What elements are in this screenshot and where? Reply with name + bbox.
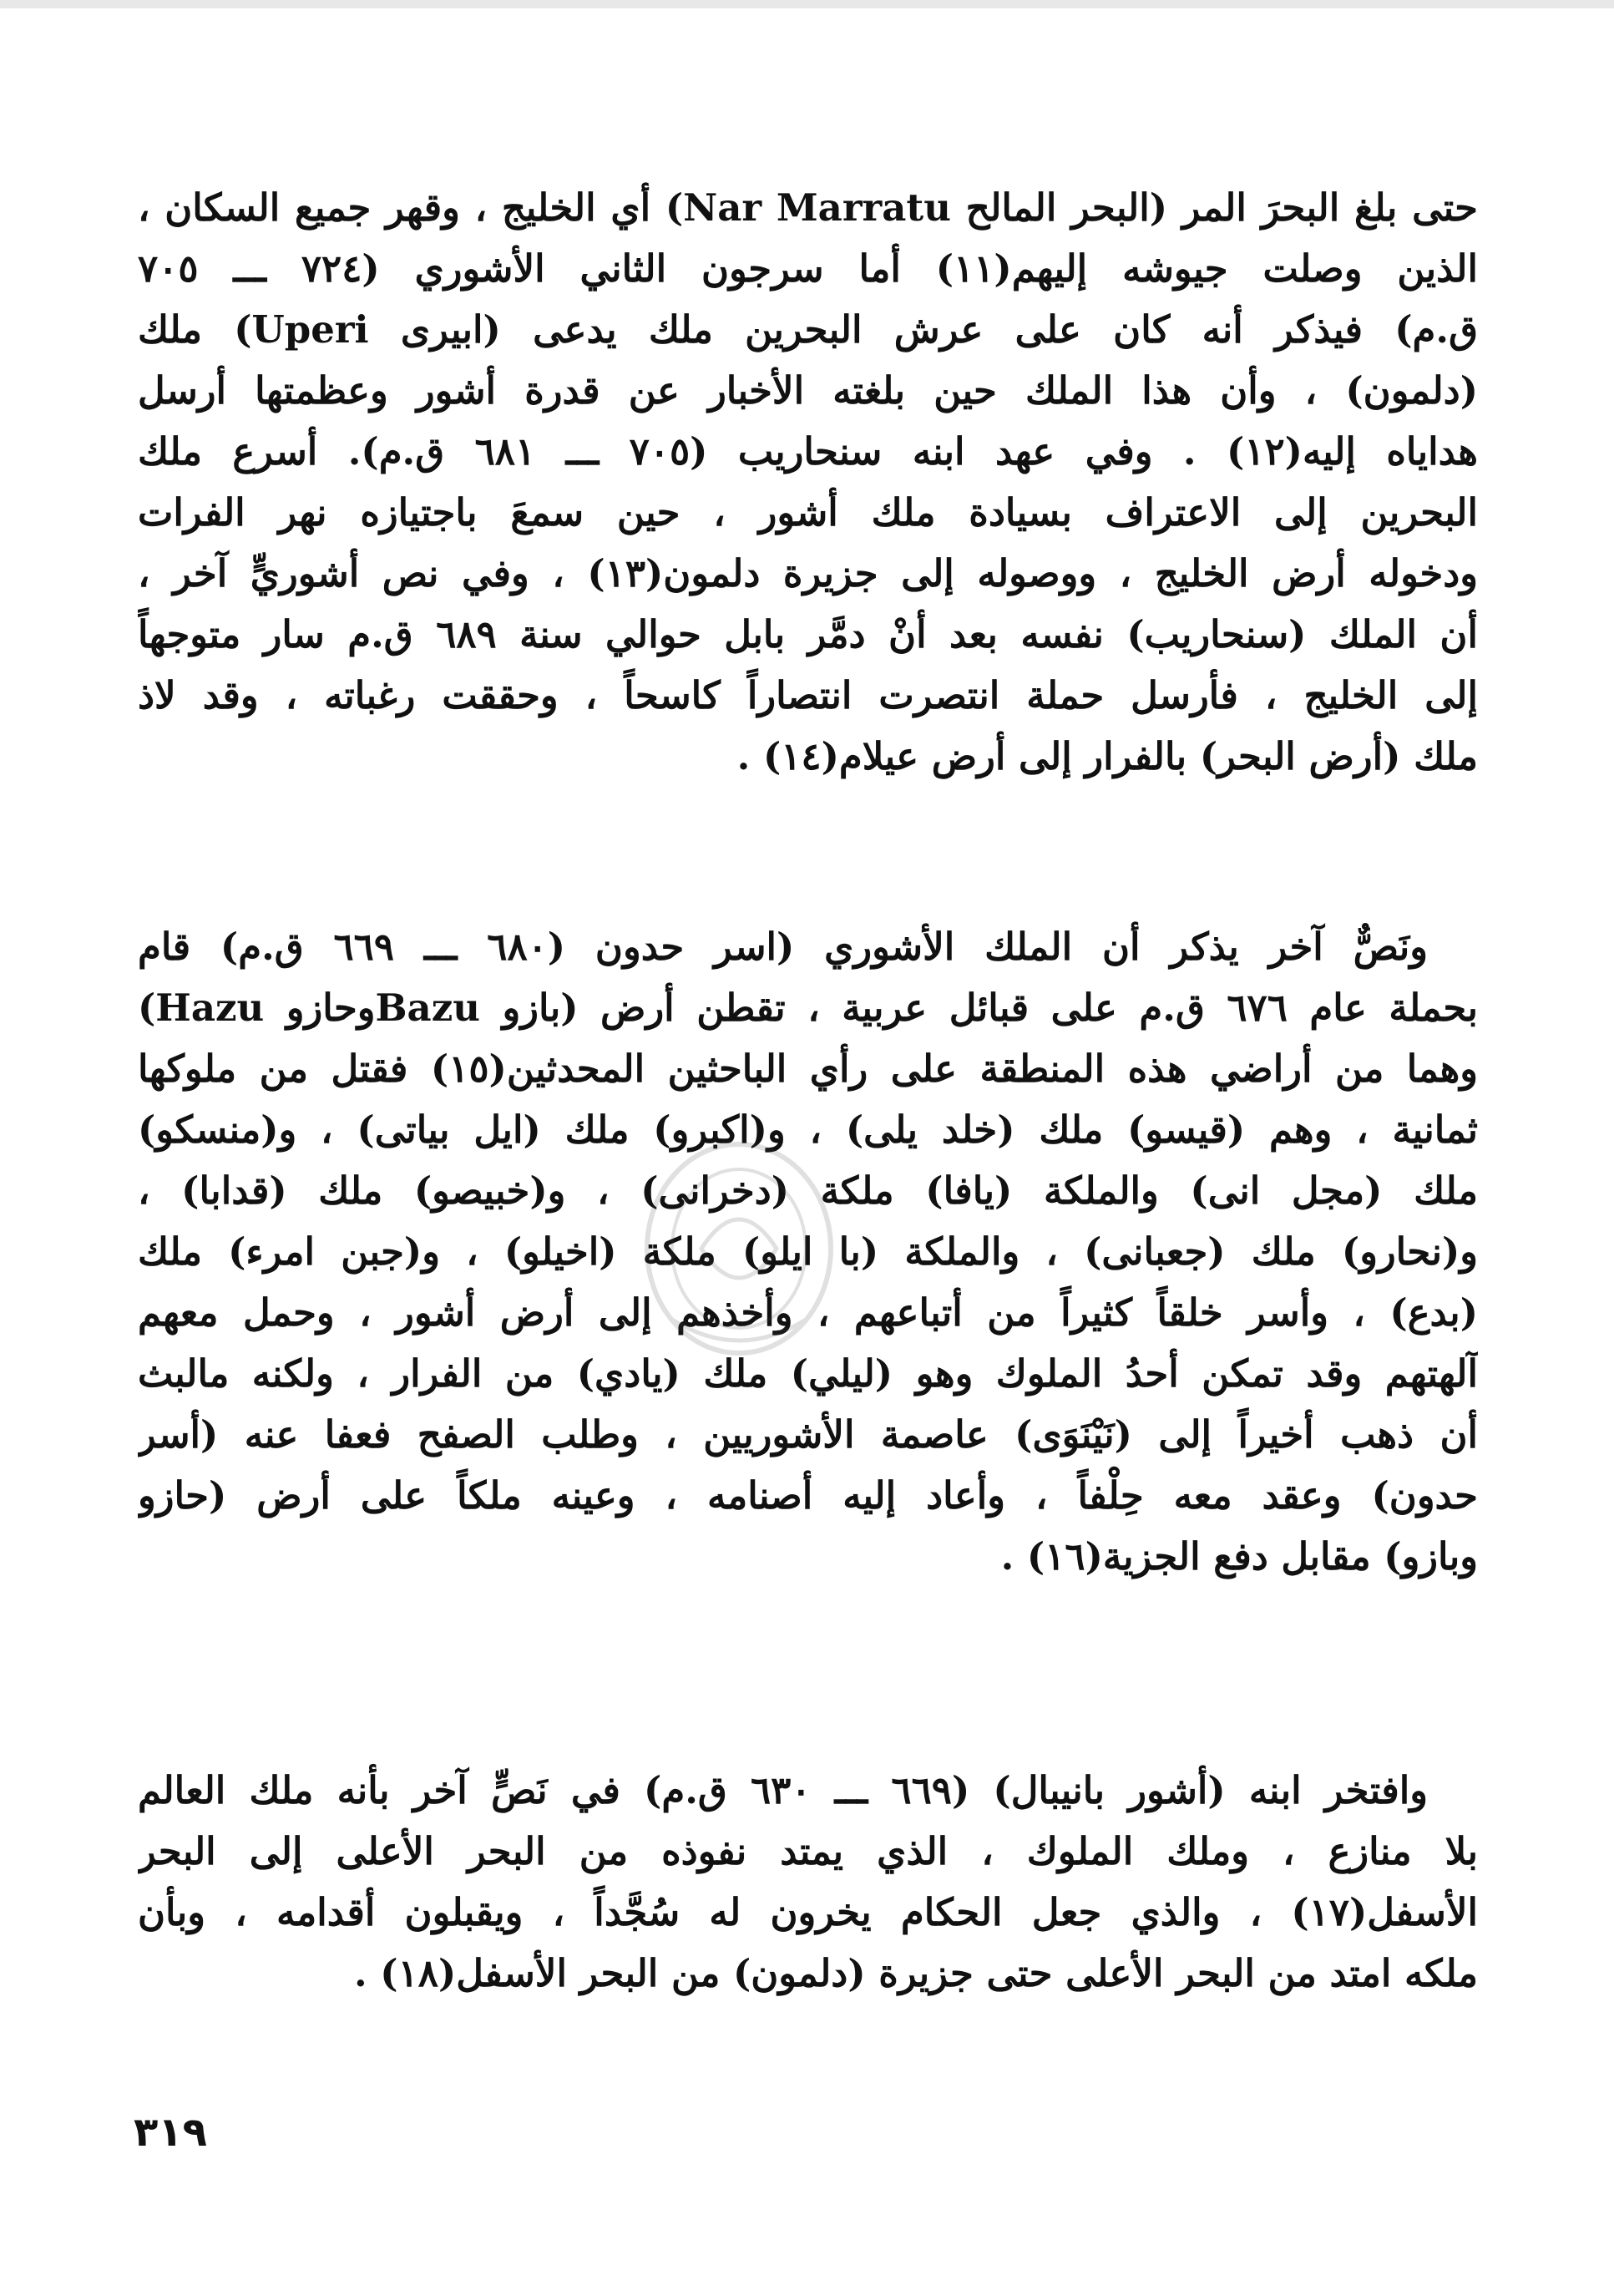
- text-line: ثمانية ، وهم (قيسو) ملك (خلد يلى) ، و(اكبرو) ملك (ايل بياتى) ، و(منسكو): [138, 1107, 1478, 1152]
- scan-edge: [0, 0, 1614, 8]
- text-line: ملك (أرض البحر) بالفرار إلى أرض عيلام(١٤) .: [736, 734, 1478, 778]
- text-line: الذين وصلت جيوشه إليهم(١١) أما سرجون الثاني الأشوري (٧٢٤ ـــ ٧٠٥: [138, 246, 1478, 291]
- text-line: وافتخر ابنه (أشور بانيبال) (٦٦٩ ـــ ٦٣٠ ق.م) في نَصٍّ آخر بأنه ملك العالم: [138, 1768, 1429, 1812]
- paragraph-1: [138, 177, 1478, 787]
- text-line: بلا منازع ، وملك الملوك ، الذي يمتد نفوذه من البحر الأعلى إلى البحر: [138, 1829, 1478, 1873]
- text-line: (بدع) ، وأسر خلقاً كثيراً من أتباعهم ، وأخذهم إلى أرض أشور ، وحمل معهم: [138, 1290, 1478, 1335]
- text-line: ملكه امتد من البحر الأعلى حتى جزيرة (دلمون) من البحر الأسفل(١٨) .: [353, 1951, 1478, 1995]
- text-line: البحرين إلى الاعتراف بسيادة ملك أشور ، حين سمعَ باجتيازه نهر الفرات: [138, 490, 1478, 535]
- text-line: وبازو) مقابل دفع الجزية(١٦) .: [1000, 1534, 1478, 1579]
- text-line: أن الملك (سنحاريب) نفسه بعد أنْ دمَّر بابل حوالي سنة ٦٨٩ ق.م سار متوجهاً: [138, 612, 1478, 656]
- text-line: حتى بلغ البحرَ المر (البحر المالح Nar Marratu) أي الخليج ، وقهر جميع السكان ،: [138, 185, 1478, 230]
- text-line: حدون) وعقد معه حِلْفاً ، وأعاد إليه أصنامه ، وعينه ملكاً على أرض (حازو: [138, 1473, 1478, 1518]
- page-number: ٣١٩: [134, 2109, 207, 2156]
- text-line: الأسفل(١٧) ، والذي جعل الحكام يخرون له سُجَّداً ، ويقبلون أقدامه ، وبأن: [138, 1890, 1478, 1934]
- text-line: أن ذهب أخيراً إلى (نَيْنَوَى) عاصمة الأشوريين ، وطلب الصفح فعفا عنه (أسر: [138, 1412, 1478, 1457]
- text-line: هداياه إليه(١٢) . وفي عهد ابنه سنحاريب (٧٠٥ ـــ ٦٨١ ق.م). أسرع ملك: [138, 429, 1478, 474]
- text-line: آلهتهم وقد تمكن أحدُ الملوك وهو (ليلي) ملك (يادي) من الفرار ، ولكنه مالبث: [138, 1351, 1478, 1396]
- text-line: ودخوله أرض الخليج ، ووصوله إلى جزيرة دلمون(١٣) ، وفي نص أشوريٍّ آخر ،: [138, 551, 1478, 596]
- text-line: بحملة عام ٦٧٦ ق.م على قبائل عربية ، تقطن أرض (بازو Bazuوحازو Hazu): [138, 986, 1478, 1030]
- text-line: ونَصٌّ آخر يذكر أن الملك الأشوري (اسر حدون (٦٨٠ ـــ ٦٦٩ ق.م) قام: [138, 925, 1428, 969]
- text-line: ملك (مجل انى) والملكة (يافا) ملكة (دخرانى) ، و(خبيصو) ملك (قدابا) ،: [138, 1168, 1478, 1213]
- paragraph-2: [138, 916, 1478, 1587]
- text-line: وهما من أراضي هذه المنطقة على رأي الباحثين المحدثين(١٥) فقتل من ملوكها: [138, 1047, 1478, 1091]
- text-line: و(نحارو) ملك (جعبانى) ، والملكة (با ايلو) ملكة (اخيلو) ، و(جبن امرء) ملك: [138, 1229, 1478, 1274]
- paragraph-3: [138, 1760, 1478, 2004]
- text-line: (دلمون) ، وأن هذا الملك حين بلغته الأخبار عن قدرة أشور وعظمتها أرسل: [138, 368, 1478, 413]
- text-line: ق.م) فيذكر أنه كان على عرش البحرين ملك يدعى (ابيرى Uperi) ملك: [138, 307, 1478, 352]
- text-line: إلى الخليج ، فأرسل حملة انتصرت انتصاراً كاسحاً ، وحققت رغباته ، وقد لاذ: [138, 673, 1478, 717]
